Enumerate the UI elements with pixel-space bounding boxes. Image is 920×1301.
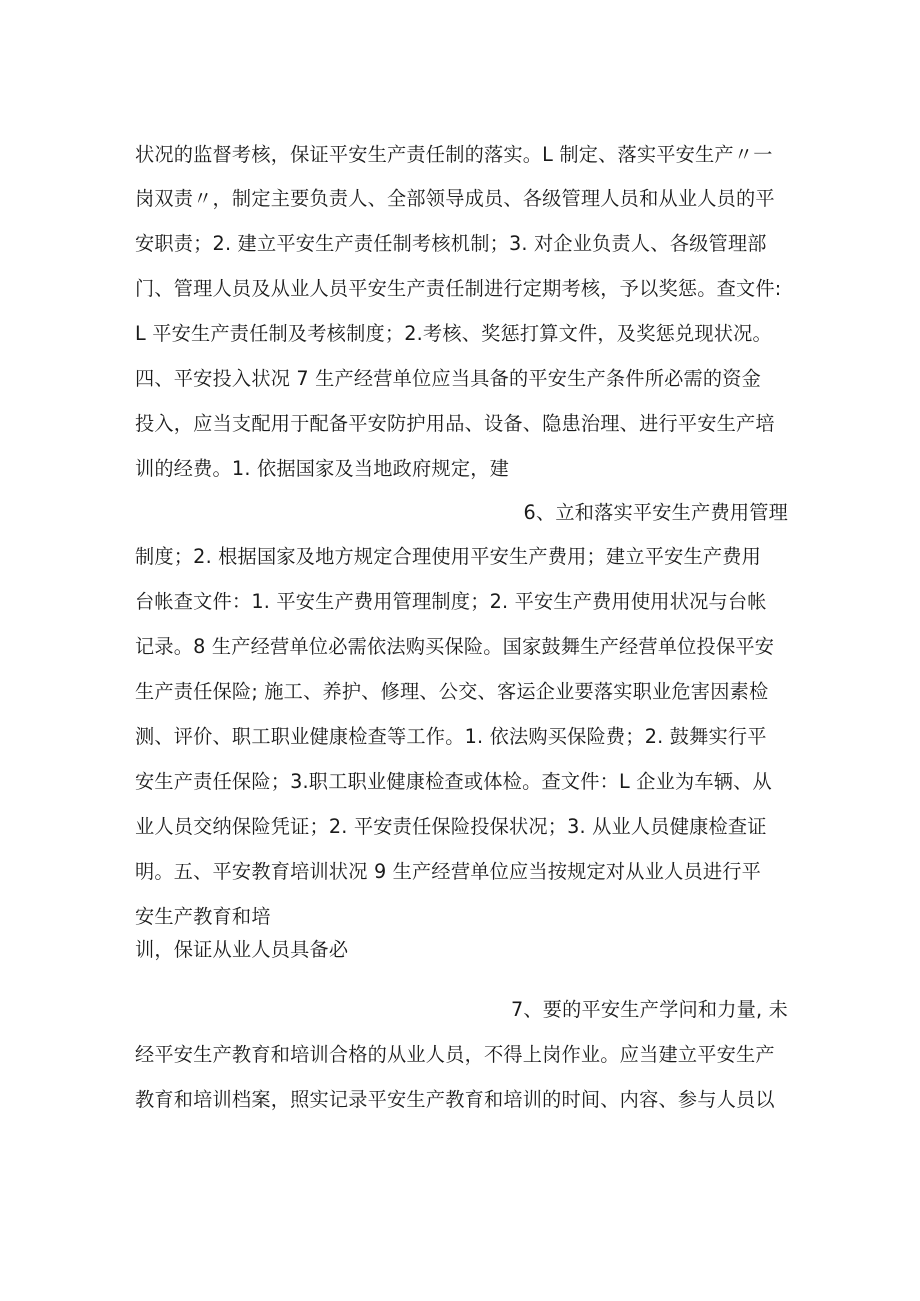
text-line: 投入，应当支配用于配备平安防护用品、设备、隐患治理、进行平安生产培 bbox=[135, 412, 775, 435]
section-number-line: 7、要的平安生产学问和力量, 未 bbox=[510, 998, 788, 1021]
text-line: 训的经费。1. 依据国家及当地政府规定，建 bbox=[135, 457, 509, 480]
text-line: 安职责；2. 建立平安生产责任制考核机制；3. 对企业负责人、各级管理部 bbox=[135, 232, 767, 255]
text-line: 门、管理人员及从业人员平安生产责任制进行定期考核，予以奖惩。查文件: bbox=[135, 277, 782, 300]
text-line: L 平安生产责任制及考核制度；2.考核、奖惩打算文件，及奖惩兑现状况。 bbox=[135, 322, 772, 345]
text-line: 测、评价、职工职业健康检查等工作。1. 依法购买保险费；2. 鼓舞实行平 bbox=[135, 725, 767, 748]
text-line: 制度；2. 根据国家及地方规定合理使用平安生产费用；建立平安生产费用 bbox=[135, 545, 762, 568]
text-line: 训，保证从业人员具备必 bbox=[135, 938, 349, 961]
text-line: 明。五、平安教育培训状况 9 生产经营单位应当按规定对从业人员进行平 bbox=[135, 860, 762, 883]
text-line: 台帐查文件：1. 平安生产费用管理制度；2. 平安生产费用使用状况与台帐 bbox=[135, 590, 767, 613]
text-line: 生产责任保险; 施工、养护、修理、公交、客运企业要落实职业危害因素检 bbox=[135, 680, 769, 703]
text-line: 记录。8 生产经营单位必需依法购买保险。国家鼓舞生产经营单位投保平安 bbox=[135, 635, 775, 658]
text-line: 安生产责任保险；3.职工职业健康检查或体检。查文件：L 企业为车辆、从 bbox=[135, 770, 772, 793]
text-line: 经平安生产教育和培训合格的从业人员，不得上岗作业。应当建立平安生产 bbox=[135, 1043, 775, 1066]
text-line: 四、平安投入状况 7 生产经营单位应当具备的平安生产条件所必需的资金 bbox=[135, 367, 762, 390]
section-number-line: 6、立和落实平安生产费用管理 bbox=[523, 501, 788, 524]
text-line: 岗双责〃，制定主要负责人、全部领导成员、各级管理人员和从业人员的平 bbox=[135, 187, 775, 210]
text-line: 状况的监督考核，保证平安生产责任制的落实。L 制定、落实平安生产〃一 bbox=[135, 143, 773, 166]
text-line: 安生产教育和培 bbox=[135, 905, 271, 928]
text-line: 教育和培训档案，照实记录平安生产教育和培训的时间、内容、参与人员以 bbox=[135, 1088, 775, 1111]
text-line: 业人员交纳保险凭证；2. 平安责任保险投保状况；3. 从业人员健康检查证 bbox=[135, 815, 767, 838]
